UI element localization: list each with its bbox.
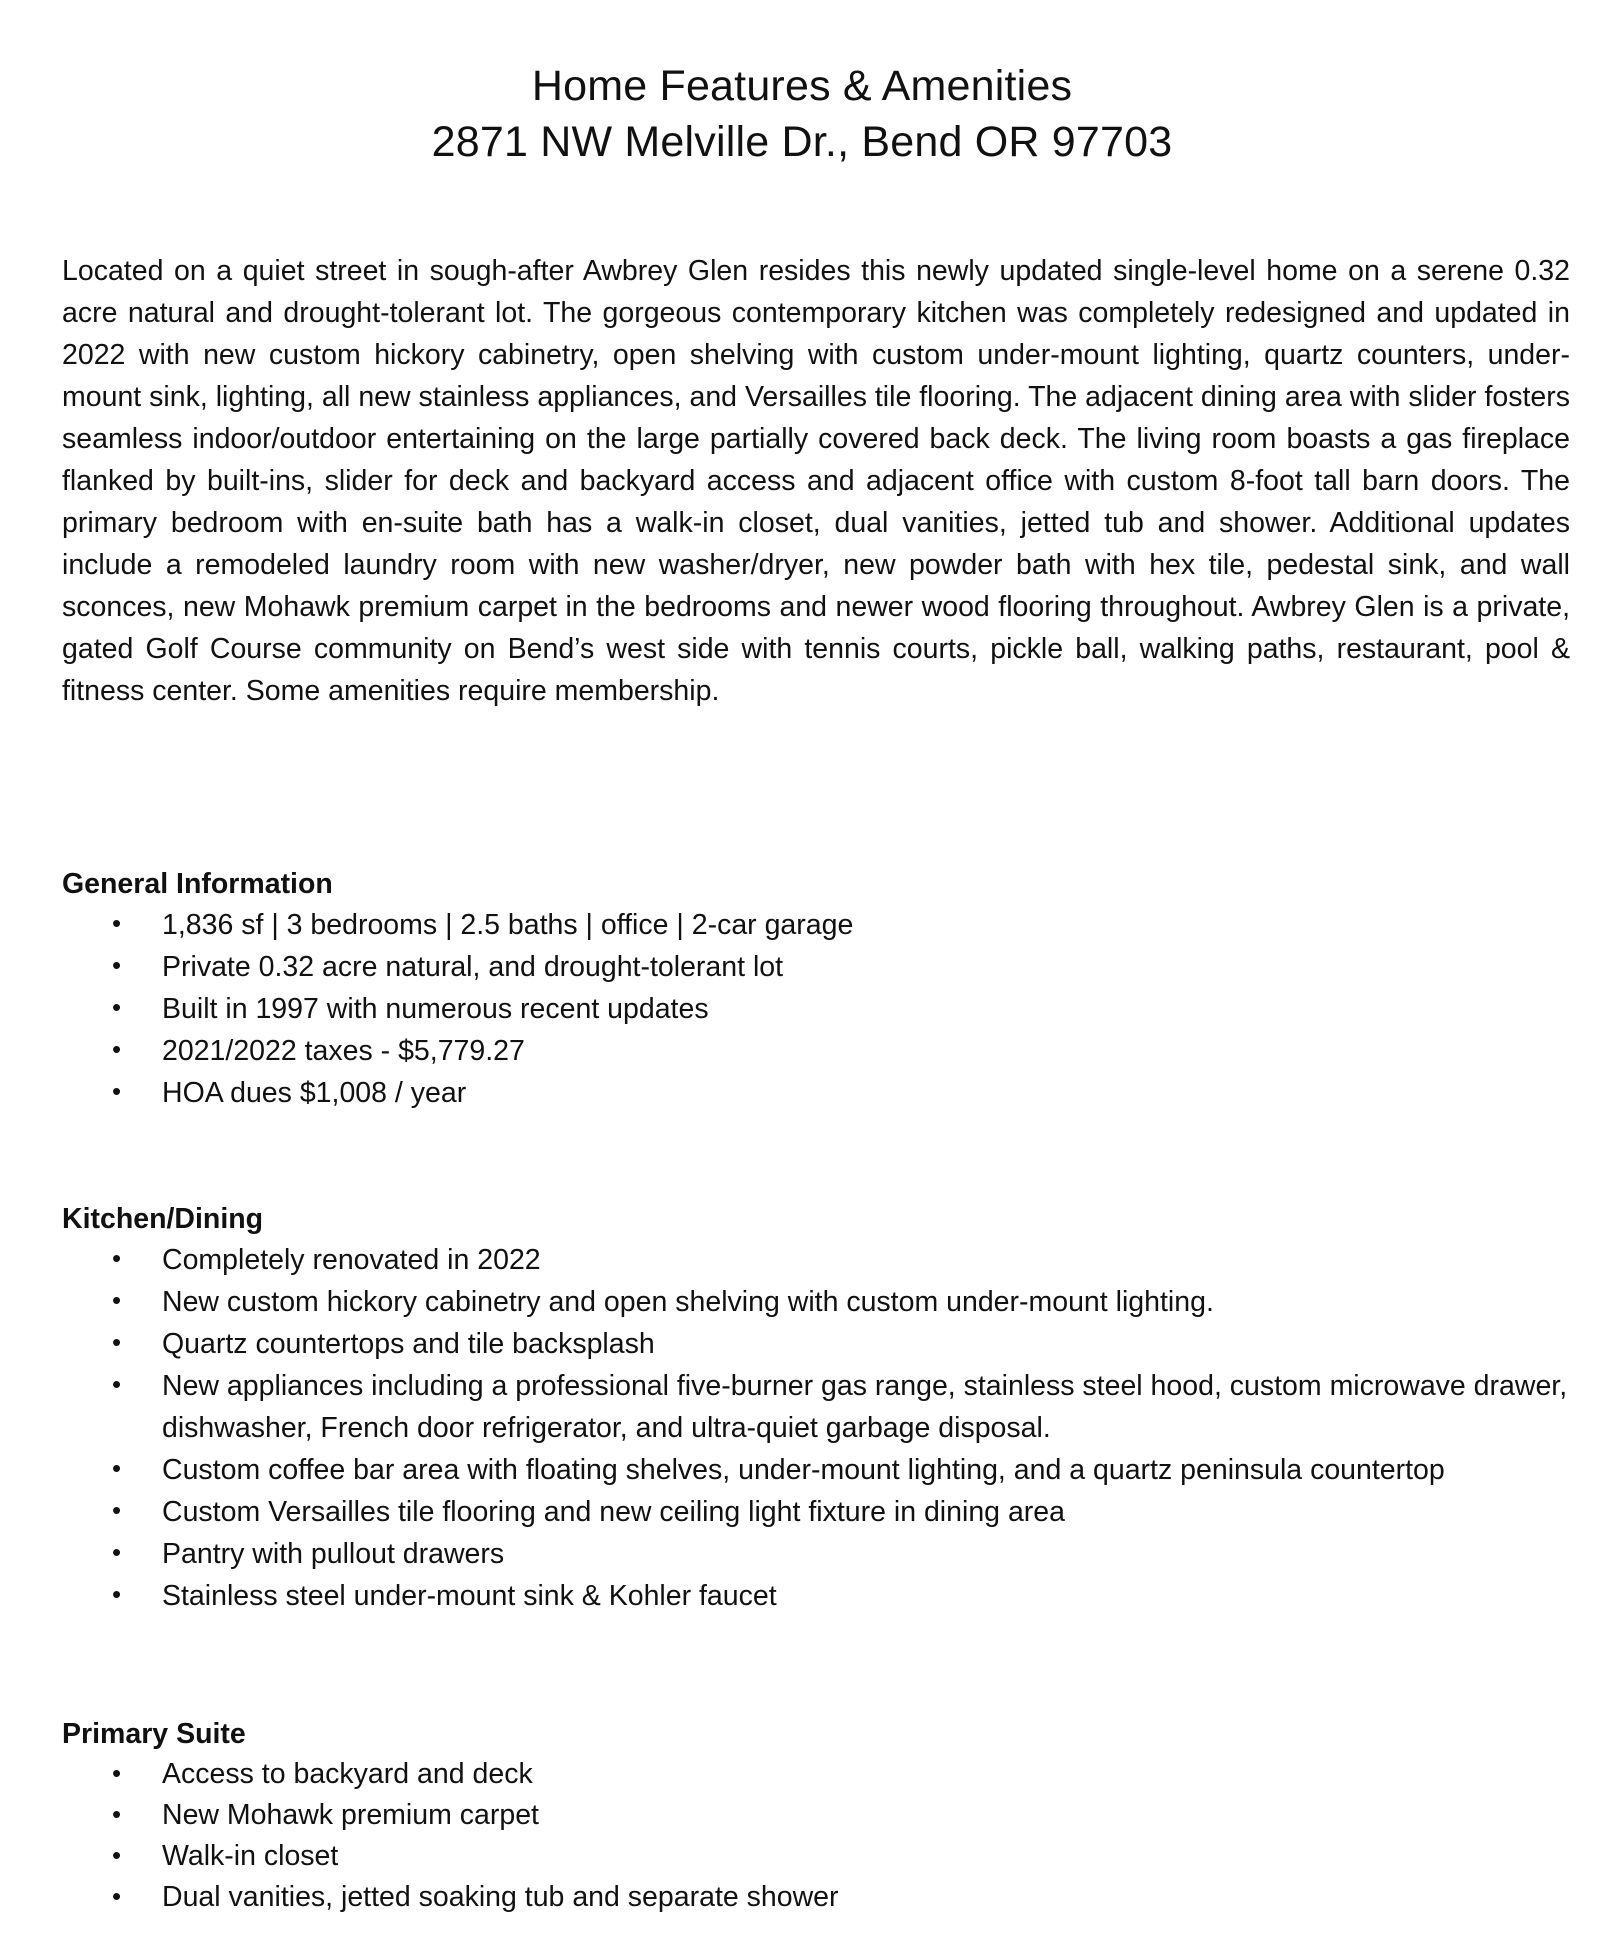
bullet-icon: •	[112, 1369, 122, 1399]
list-item-text: Custom Versailles tile flooring and new ceiling light fixture in dining area	[162, 1496, 1065, 1528]
bullet-icon: •	[112, 1495, 122, 1525]
list-item-text: Quartz countertops and tile backsplash	[162, 1328, 655, 1360]
bullet-icon: •	[112, 1840, 122, 1870]
list-item-text: Access to backyard and deck	[162, 1758, 533, 1790]
section-general-information	[62, 864, 1582, 1114]
list-item-text: Dual vanities, jetted soaking tub and separate shower	[162, 1881, 839, 1913]
bullet-icon: •	[112, 908, 122, 938]
bullet-list	[62, 1239, 1582, 1617]
bullet-icon: •	[112, 1453, 122, 1483]
list-item	[62, 946, 1582, 988]
list-item	[62, 1795, 1582, 1836]
list-item	[62, 1754, 1582, 1795]
list-item	[62, 1877, 1582, 1918]
list-item-text: Completely renovated in 2022	[162, 1244, 541, 1276]
list-item	[62, 1836, 1582, 1877]
bullet-icon: •	[112, 1537, 122, 1567]
list-item	[62, 1323, 1582, 1365]
list-item-text: 2021/2022 taxes - $5,779.27	[162, 1035, 525, 1067]
bullet-icon: •	[112, 950, 122, 980]
list-item-text: New custom hickory cabinetry and open shelving with custom under-mount lighting.	[162, 1286, 1214, 1318]
list-item-text: Pantry with pullout drawers	[162, 1538, 505, 1570]
list-item-text: New appliances including a professional five-burner gas range, stainless steel hood, custom microwave drawer, dishwasher, French door refrigerator, and ultra-quiet garbage disposal.	[162, 1370, 1568, 1444]
bullet-list	[62, 904, 1582, 1114]
list-item-text: New Mohawk premium carpet	[162, 1799, 539, 1831]
document-title	[0, 58, 1604, 170]
bullet-icon: •	[112, 1034, 122, 1064]
list-item	[62, 1491, 1582, 1533]
list-item	[62, 1281, 1582, 1323]
list-item-text: HOA dues $1,008 / year	[162, 1077, 467, 1109]
bullet-icon: •	[112, 992, 122, 1022]
list-item	[62, 1575, 1582, 1617]
list-item-text: Walk-in closet	[162, 1840, 339, 1872]
bullet-icon: •	[112, 1076, 122, 1106]
bullet-icon: •	[112, 1243, 122, 1273]
list-item-text: Custom coffee bar area with floating shelves, under-mount lighting, and a quartz peninsula countertop	[162, 1454, 1445, 1486]
bullet-icon: •	[112, 1758, 122, 1788]
bullet-icon: •	[112, 1285, 122, 1315]
bullet-icon: •	[112, 1799, 122, 1829]
list-item-text: Stainless steel under-mount sink & Kohler faucet	[162, 1580, 777, 1612]
section-kitchen-dining	[62, 1199, 1582, 1617]
list-item	[62, 1365, 1582, 1449]
title-line-address: 2871 NW Melville Dr., Bend OR 97703	[431, 118, 1173, 166]
list-item-text: 1,836 sf | 3 bedrooms | 2.5 baths | office | 2-car garage	[162, 909, 854, 941]
bullet-icon: •	[112, 1327, 122, 1357]
section-heading: Primary Suite	[62, 1718, 246, 1750]
bullet-icon: •	[112, 1881, 122, 1911]
list-item	[62, 1449, 1582, 1491]
list-item	[62, 1533, 1582, 1575]
section-heading: Kitchen/Dining	[62, 1203, 264, 1235]
list-item	[62, 1072, 1582, 1114]
title-line-1: Home Features & Amenities	[531, 62, 1073, 110]
intro-paragraph: Located on a quiet street in sough-after Awbrey Glen resides this newly updated single-level home on a serene 0.32 acre natural and drought-tolerant lot. The gorgeous contemporary kitchen was completely redesigned and updated in 2022 with new custom hickory cabinetry, open shelving with custom under-mount lighting, quartz counters, under-mount sink, lighting, all new stainless appliances, and Versailles tile flooring. The adjacent dining area with slider fosters seamless indoor/outdoor entertaining on the large partially covered back deck. The living room boasts a gas fireplace flanked by built-ins, slider for deck and backyard access and adjacent office with custom 8-foot tall barn doors. The primary bedroom with en-suite bath has a walk-in closet, dual vanities, jetted tub and shower. Additional updates include a remodeled laundry room with new washer/dryer, new powder bath with hex tile, pedestal sink, and wall sconces, new Mohawk premium carpet in the bedrooms and newer wood flooring throughout. Awbrey Glen is a private, gated Golf Course community on Bend’s west side with tennis courts, pickle ball, walking paths, restaurant, pool & fitness center. Some amenities require membership.	[62, 255, 1570, 707]
list-item	[62, 904, 1582, 946]
list-item	[62, 988, 1582, 1030]
section-heading: General Information	[62, 868, 333, 900]
list-item	[62, 1239, 1582, 1281]
list-item-text: Private 0.32 acre natural, and drought-tolerant lot	[162, 951, 784, 983]
bullet-icon: •	[112, 1579, 122, 1609]
bullet-list	[62, 1754, 1582, 1918]
section-primary-suite	[62, 1714, 1582, 1918]
list-item	[62, 1030, 1582, 1072]
list-item-text: Built in 1997 with numerous recent updates	[162, 993, 709, 1025]
